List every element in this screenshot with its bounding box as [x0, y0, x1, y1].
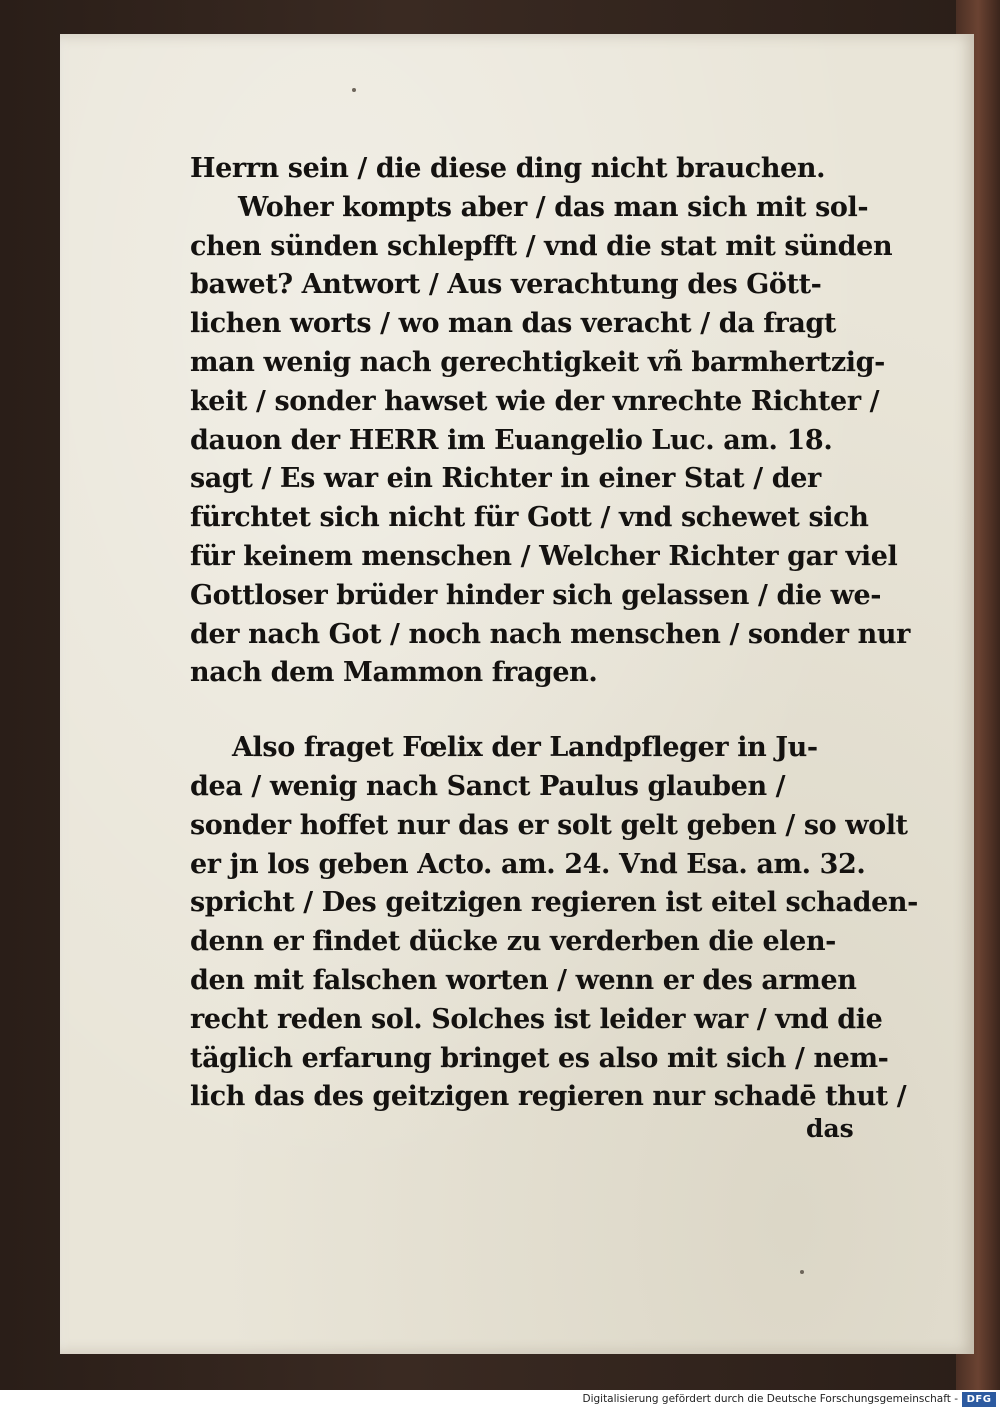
text-line: täglich erfarung bringet es also mit sich / nem-	[190, 1042, 889, 1074]
text-line: den mit falschen worten / wenn er des armen	[190, 964, 857, 996]
text-line: fürchtet sich nicht für Gott / vnd schewet sich	[190, 502, 869, 534]
text-line: dea / wenig nach Sanct Paulus glauben /	[190, 770, 786, 802]
text-line: lichen worts / wo man das veracht / da fragt	[190, 308, 836, 340]
text-line: bawet? Antwort / Aus verachtung des Gött-	[190, 269, 822, 301]
ink-speck	[800, 1270, 804, 1274]
page-text	[190, 150, 918, 1117]
text-line: Herrn sein / die diese ding nicht brauchen.	[190, 153, 826, 184]
text-line: lich das des geitzigen regieren nur schadē thut /	[190, 1081, 907, 1113]
text-line: sonder hoffet nur das er solt gelt geben / so wolt	[190, 809, 908, 841]
text-line: er jn los geben Acto. am. 24. Vnd Esa. am. 32.	[190, 848, 866, 880]
dfg-logo: DFG	[962, 1392, 996, 1407]
digitization-footer	[0, 1390, 1000, 1410]
text-line: Gottloser brüder hinder sich gelassen / die we-	[190, 579, 882, 611]
text-line: spricht / Des geitzigen regieren ist eitel schaden-	[190, 887, 918, 919]
paragraph-1	[190, 150, 910, 693]
ink-speck	[352, 88, 356, 92]
catchword: das	[806, 1114, 854, 1143]
text-line: Also fraget Fœlix der Landpfleger in Ju-	[232, 732, 818, 764]
text-line: für keinem menschen / Welcher Richter gar viel	[190, 540, 898, 572]
text-line: der nach Got / noch nach menschen / sonder nur	[190, 618, 910, 650]
funding-notice: Digitalisierung gefördert durch die Deutsche Forschungsgemeinschaft -	[582, 1393, 958, 1405]
text-line: denn er findet dücke zu verderben die elen-	[190, 926, 836, 958]
paragraph-gap	[190, 693, 910, 729]
text-line: dauon der HERR im Euangelio Luc. am. 18.	[190, 424, 833, 456]
text-line: man wenig nach gerechtigkeit vñ barmhertzig-	[190, 346, 885, 378]
text-line: Woher kompts aber / das man sich mit sol-	[238, 191, 869, 223]
text-line: recht reden sol. Solches ist leider war / vnd die	[190, 1003, 883, 1035]
text-line: nach dem Mammon fragen.	[190, 657, 598, 689]
paragraph-2	[190, 729, 918, 1117]
text-line: chen sünden schlepfft / vnd die stat mit sünden	[190, 230, 893, 262]
text-line: keit / sonder hawset wie der vnrechte Richter /	[190, 385, 880, 417]
text-line: sagt / Es war ein Richter in einer Stat / der	[190, 463, 821, 495]
